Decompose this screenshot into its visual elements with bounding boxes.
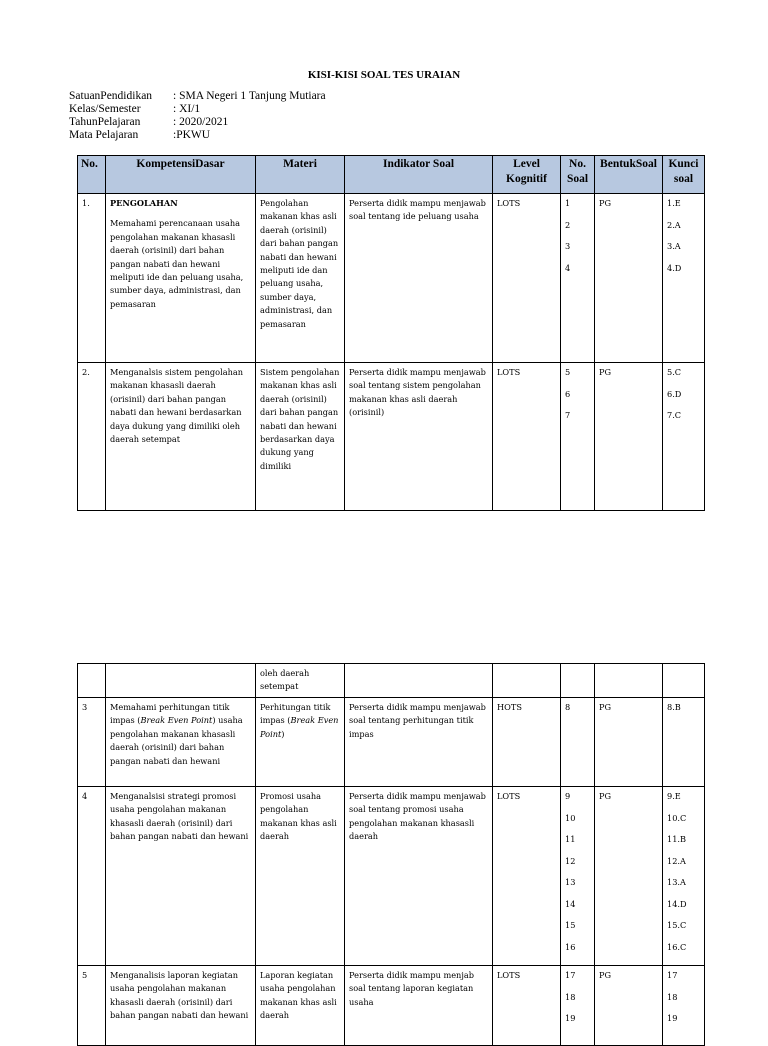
cell-kunci	[663, 966, 705, 1046]
soal-number: 2	[565, 219, 571, 230]
answer-key: 2.A	[667, 219, 681, 230]
cell-kunci	[663, 698, 705, 787]
answer-key: 15.C	[667, 920, 687, 930]
cell-no-soal	[561, 966, 595, 1046]
soal-number: 6	[565, 388, 571, 399]
answer-key: 7.C	[667, 410, 682, 420]
meta-value: : SMA Negeri 1 Tanjung Mutiara	[173, 90, 326, 102]
cell-level: LOTS	[493, 194, 561, 363]
soal-number: 15	[565, 920, 576, 930]
soal-number: 18	[565, 991, 576, 1002]
cell-no-soal	[561, 698, 595, 787]
cell-kompetensi	[106, 194, 256, 363]
table-row	[78, 698, 705, 787]
cell-kompetensi: Menganalisis laporan kegiatan usaha pengolahan makanan khasasli daerah (orisinil) dari bahan pangan nabati dan hewani	[106, 966, 256, 1046]
header-kunci: Kunci soal	[663, 156, 705, 194]
cell-level: HOTS	[493, 698, 561, 787]
answer-key: 19	[667, 1013, 678, 1023]
answer-key: 13.A	[667, 877, 686, 887]
cell-kompetensi	[106, 698, 256, 787]
table-row	[78, 194, 705, 363]
grid-table-page-2	[77, 663, 705, 1046]
soal-number: 9	[565, 791, 571, 801]
cell-bentuk	[595, 664, 663, 698]
cell-level: LOTS	[493, 787, 561, 966]
meta-row-mapel	[69, 129, 326, 142]
answer-key: 17	[667, 970, 678, 980]
materi-text: )	[281, 728, 285, 739]
soal-number: 3	[565, 241, 571, 251]
cell-level: LOTS	[493, 363, 561, 511]
cell-materi: Sistem pengolahan makanan khas asli daerah (orisinil) dari bahan pangan nabati dan hewani berdasarkan daya dukung yang dimiliki	[256, 363, 345, 511]
answer-key: 9.E	[667, 791, 681, 801]
answer-key: 14.D	[667, 898, 687, 909]
cell-materi	[256, 698, 345, 787]
soal-number: 19	[565, 1013, 576, 1023]
answer-key: 8.B	[667, 702, 681, 712]
grid-table-page-1	[77, 155, 705, 511]
header-kompetensi: KompetensiDasar	[106, 156, 256, 194]
table-row-continuation	[78, 664, 705, 698]
soal-number: 8	[565, 702, 571, 712]
soal-number: 11	[565, 834, 576, 844]
materi-text: Perhitungan titik impas (	[260, 702, 331, 726]
answer-key: 1.E	[667, 198, 681, 208]
cell-level: LOTS	[493, 966, 561, 1046]
cell-indikator	[345, 664, 493, 698]
meta-row-satuan	[69, 90, 326, 103]
cell-indikator: Perserta didik mampu menjab soal tentang laporan kegiatan usaha	[345, 966, 493, 1046]
materi-term: Break Even Point	[260, 715, 339, 739]
meta-value: : XI/1	[173, 103, 201, 115]
kompetensi-text: Memahami perencanaan usaha pengolahan makanan khasasli daerah (orisinil) dari bahan pangan nabati dan hewani meliputi ide dan peluang usaha, sumber daya, administrasi, dan pemasaran	[110, 218, 244, 309]
answer-key: 6.D	[667, 388, 682, 399]
table-row	[78, 966, 705, 1046]
cell-kunci	[663, 664, 705, 698]
meta-value: : 2020/2021	[173, 116, 229, 128]
soal-number: 4	[565, 262, 571, 273]
kompetensi-text: ) usaha pengolahan makanan khasasli daerah (orisinil) dari bahan pangan nabati dan hewani	[110, 715, 243, 766]
meta-key: SatuanPendidikan	[69, 90, 153, 102]
soal-number: 17	[565, 970, 576, 980]
cell-indikator: Perserta didik mampu menjawab soal tentang perhitungan titik impas	[345, 698, 493, 787]
kompetensi-term: Break Even Point	[140, 715, 213, 726]
soal-number: 10	[565, 812, 576, 823]
cell-no-soal	[561, 363, 595, 511]
cell-materi: Promosi usaha pengolahan makanan khas asli daerah	[256, 787, 345, 966]
answer-key: 10.C	[667, 812, 687, 823]
cell-bentuk: PG	[595, 698, 663, 787]
meta-row-tahun	[69, 116, 326, 129]
meta-value: :PKWU	[173, 129, 211, 141]
header-no: No.	[78, 156, 106, 194]
cell-bentuk: PG	[595, 966, 663, 1046]
cell-bentuk: PG	[595, 787, 663, 966]
answer-key: 12.A	[667, 855, 686, 866]
cell-kunci	[663, 194, 705, 363]
cell-level	[493, 664, 561, 698]
header-level: Level Kognitif	[493, 156, 561, 194]
cell-indikator: Perserta didik mampu menjawab soal tentang promosi usaha pengolahan makanan khasasli daerah	[345, 787, 493, 966]
table-row	[78, 363, 705, 511]
cell-kunci	[663, 787, 705, 966]
kompetensi-text: Memahami perhitungan titik impas (	[110, 702, 230, 726]
soal-number: 1	[565, 198, 571, 208]
soal-number: 12	[565, 855, 576, 866]
header-materi: Materi	[256, 156, 345, 194]
cell-no: 3	[78, 698, 106, 787]
answer-key: 5.C	[667, 367, 682, 377]
cell-kunci	[663, 363, 705, 511]
answer-key: 18	[667, 991, 678, 1002]
soal-number: 13	[565, 877, 576, 887]
table-header-row	[78, 156, 705, 194]
cell-kompetensi: Menganalsis sistem pengolahan makanan khasasli daerah (orisinil) dari bahan pangan nabati dan hewani berdasarkan daya dukung yang dimiliki oleh daerah setempat	[106, 363, 256, 511]
cell-kompetensi: Menganalsisi strategi promosi usaha pengolahan makanan khasasli daerah (orisinil) dari bahan pangan nabati dan hewani	[106, 787, 256, 966]
header-no-soal: No. Soal	[561, 156, 595, 194]
meta-key: Mata Pelajaran	[69, 129, 139, 141]
meta-key: TahunPelajaran	[69, 116, 141, 128]
cell-kompetensi	[106, 664, 256, 698]
cell-no-soal	[561, 664, 595, 698]
cell-no	[78, 664, 106, 698]
cell-indikator: Perserta didik mampu menjawab soal tentang ide peluang usaha	[345, 194, 493, 363]
soal-number: 5	[565, 367, 571, 377]
answer-key: 16.C	[667, 941, 687, 952]
document-title: KISI-KISI SOAL TES URAIAN	[307, 69, 461, 81]
cell-no: 5	[78, 966, 106, 1046]
cell-no: 1.	[78, 194, 106, 363]
header-bentuk: BentukSoal	[595, 156, 663, 194]
cell-no: 2.	[78, 363, 106, 511]
answer-key: 3.A	[667, 241, 681, 251]
answer-key: 11.B	[667, 834, 687, 844]
section-heading: PENGOLAHAN	[110, 198, 178, 208]
cell-materi: oleh daerah setempat	[256, 664, 345, 698]
cell-no-soal	[561, 787, 595, 966]
soal-number: 7	[565, 410, 571, 420]
cell-no: 4	[78, 787, 106, 966]
identity-block	[69, 90, 326, 142]
cell-indikator: Perserta didik mampu menjawab soal tentang sistem pengolahan makanan khas asli daerah (orisinil)	[345, 363, 493, 511]
cell-bentuk: PG	[595, 194, 663, 363]
cell-bentuk: PG	[595, 363, 663, 511]
soal-number: 14	[565, 898, 576, 909]
answer-key: 4.D	[667, 262, 682, 273]
meta-key: Kelas/Semester	[69, 103, 141, 115]
header-indikator: Indikator Soal	[345, 156, 493, 194]
table-row	[78, 787, 705, 966]
soal-number: 16	[565, 941, 576, 952]
meta-row-kelas	[69, 103, 326, 116]
cell-materi: Pengolahan makanan khas asli daerah (orisinil) dari bahan pangan nabati dan hewani meliputi ide dan peluang usaha, sumber daya, administrasi, dan pemasaran	[256, 194, 345, 363]
cell-no-soal	[561, 194, 595, 363]
cell-materi: Laporan kegiatan usaha pengolahan makanan khas asli daerah	[256, 966, 345, 1046]
